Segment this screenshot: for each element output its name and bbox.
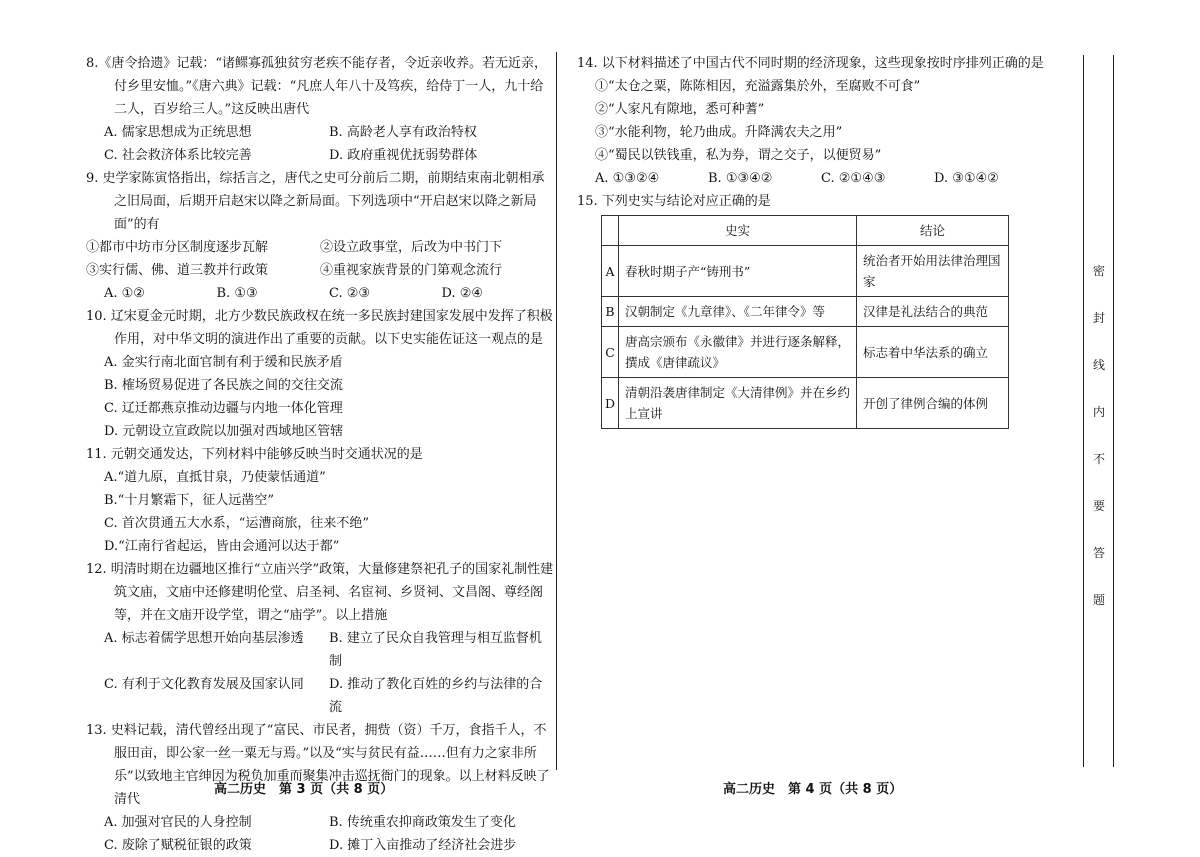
seal-char: 密 <box>1092 264 1105 278</box>
row-conclusion: 统治者开始用法律治理国家 <box>857 246 1009 297</box>
question-11 <box>86 443 554 558</box>
question-12 <box>86 558 554 719</box>
option-d: D. 摊丁入亩推动了经济社会进步 <box>329 838 517 853</box>
page-footer-right: 高二历史 第 4 页（共 8 页） <box>723 782 903 797</box>
seal-char: 答 <box>1092 546 1105 560</box>
row-fact: 汉朝制定《九章律》、《二年律令》等 <box>619 297 857 327</box>
option-a: A. 儒家思想成为正统思想 <box>104 125 252 140</box>
option-a: A. ①② <box>104 286 145 301</box>
question-stem: 10. 辽宋夏金元时期，北方少数民族政权在统一多民族封建国家发展中发挥了积极作用，对中华文明的演进作出了重要的贡献。以下史实能佐证这一观点的是 <box>86 309 553 347</box>
option-d: D. ②④ <box>441 286 484 301</box>
seal-line <box>1083 55 1084 767</box>
seal-char: 封 <box>1092 311 1105 325</box>
option-c: C. 社会救济体系比较完善 <box>104 148 252 163</box>
seal-char: 要 <box>1092 499 1105 513</box>
option-d: D.“江南行省起运，皆由会通河以达于都” <box>104 539 340 554</box>
table-header-row <box>602 216 1009 246</box>
option-b: B. 建立了民众自我管理与相互监督机制 <box>329 631 542 669</box>
option-c: C. 废除了赋税征银的政策 <box>104 838 252 853</box>
question-stem: 11. 元朝交通发达，下列材料中能够反映当时交通状况的是 <box>86 447 423 462</box>
question-stem: 14. 以下材料描述了中国古代不同时期的经济现象，这些现象按时序排列正确的是 <box>577 56 1044 71</box>
row-label: C <box>602 327 619 378</box>
question-9 <box>86 167 554 305</box>
item-3: ③实行儒、佛、道三教并行政策 <box>86 263 269 278</box>
seal-line <box>1113 55 1114 767</box>
question-stem: 12. 明清时期在边疆地区推行“立庙兴学”政策，大量修建祭祀孔子的国家礼制性建筑文庙，文庙中还修建明伦堂、启圣祠、名宦祠、乡贤祠、文昌阁、尊经阁等，并在文庙开设学堂，谓之“庙学”。以上措施 <box>86 562 554 623</box>
table-row <box>602 378 1009 429</box>
table-row <box>602 297 1009 327</box>
row-label: D <box>602 378 619 429</box>
table-header: 史实 <box>619 216 857 246</box>
option-b: B.“十月繁霜下，征人远凿空” <box>104 493 274 508</box>
row-conclusion: 标志着中华法系的确立 <box>857 327 1009 378</box>
question-15 <box>577 190 1047 429</box>
question-stem: 13. 史料记载，清代曾经出现了“富民、市民者，拥赀（资）千万，食指千人，不服田亩，即公家一丝一粟无与焉。”以及“实与贫民有益……但有力之家非所乐”以致地主官绅因为税负加重而聚集冲击巡抚衙门的现象。以上材料反映了清代 <box>86 723 550 807</box>
option-c: C. ②①④③ <box>821 171 886 186</box>
seal-char: 题 <box>1092 593 1105 607</box>
item-4: ④“蜀民以铁钱重，私为券，谓之交子，以便贸易” <box>595 148 882 163</box>
option-a: A. 金实行南北面官制有利于缓和民族矛盾 <box>104 355 343 370</box>
item-2: ②“人家凡有隙地，悉可种蓍” <box>595 102 765 117</box>
option-c: C. 有利于文化教育发展及国家认同 <box>104 677 304 692</box>
question-14 <box>577 52 1047 190</box>
table-row <box>602 327 1009 378</box>
page-footer-left: 高二历史 第 3 页（共 8 页） <box>214 782 394 797</box>
fact-conclusion-table <box>601 215 1009 429</box>
row-fact: 唐高宗颁布《永徽律》并进行逐条解释，撰成《唐律疏议》 <box>619 327 857 378</box>
option-a: A. ①③②④ <box>595 171 660 186</box>
row-conclusion: 开创了律例合编的体例 <box>857 378 1009 429</box>
seal-char: 内 <box>1092 405 1105 419</box>
option-d: D. ③①④② <box>934 171 999 186</box>
item-1: ①“太仓之粟，陈陈相因，充溢露集於外，至腐败不可食” <box>595 79 921 94</box>
question-stem: 8.《唐令拾遗》记载：“诸鳏寡孤独贫穷老疾不能存者，令近亲收养。若无近亲，付乡里安恤。”《唐六典》记载：“凡庶人年八十及笃疾，给侍丁一人，九十给二人，百岁给三人。”这反映出唐代 <box>86 56 548 117</box>
option-a: A. 标志着儒学思想开始向基层渗透 <box>104 631 304 646</box>
table-header <box>602 216 619 246</box>
left-page <box>86 52 554 857</box>
option-a: A. 加强对官民的人身控制 <box>104 815 252 830</box>
row-label: B <box>602 297 619 327</box>
question-stem: 15. 下列史实与结论对应正确的是 <box>577 194 771 209</box>
question-stem: 9. 史学家陈寅恪指出，综括言之，唐代之史可分前后二期，前期结束南北朝相承之旧局面，后期开启赵宋以降之新局面。下列选项中“开启赵宋以降之新局面”的有 <box>86 171 545 232</box>
option-b: B. ①③④② <box>708 171 773 186</box>
right-page <box>577 52 1047 429</box>
option-b: B. ①③ <box>216 286 258 301</box>
row-label: A <box>602 246 619 297</box>
question-8 <box>86 52 554 167</box>
option-c: C. 首次贯通五大水系，“运漕商旅，往来不绝” <box>104 516 370 531</box>
option-b: B. 高龄老人享有政治特权 <box>329 125 477 140</box>
option-b: B. 传统重农抑商政策发生了变化 <box>329 815 516 830</box>
page-divider <box>556 52 557 770</box>
option-b: B. 榷场贸易促进了各民族之间的交往交流 <box>104 378 343 393</box>
item-1: ①都市中坊市分区制度逐步瓦解 <box>86 240 269 255</box>
item-2: ②设立政事堂，后改为中书门下 <box>320 240 503 255</box>
option-d: D. 推动了教化百姓的乡约与法律的合流 <box>329 677 543 715</box>
table-header: 结论 <box>857 216 1009 246</box>
row-fact: 清朝沿袭唐律制定《大清律例》并在乡约上宣讲 <box>619 378 857 429</box>
option-a: A.“道九原，直抵甘泉，乃使蒙恬通道” <box>104 470 326 485</box>
table-row <box>602 246 1009 297</box>
row-conclusion: 汉律是礼法结合的典范 <box>857 297 1009 327</box>
option-d: D. 元朝设立宣政院以加强对西域地区管辖 <box>104 424 344 439</box>
item-4: ④重视家族背景的门第观念流行 <box>320 263 503 278</box>
seal-notice <box>1091 262 1107 608</box>
option-c: C. ②③ <box>329 286 371 301</box>
row-fact: 春秋时期子产“铸刑书” <box>619 246 857 297</box>
item-3: ③“水能利物，轮乃曲成。升降满农夫之用” <box>595 125 843 140</box>
seal-char: 线 <box>1092 358 1105 372</box>
option-c: C. 辽迁都燕京推动边疆与内地一体化管理 <box>104 401 343 416</box>
option-d: D. 政府重视优抚弱势群体 <box>329 148 478 163</box>
question-10 <box>86 305 554 443</box>
seal-char: 不 <box>1092 452 1105 466</box>
